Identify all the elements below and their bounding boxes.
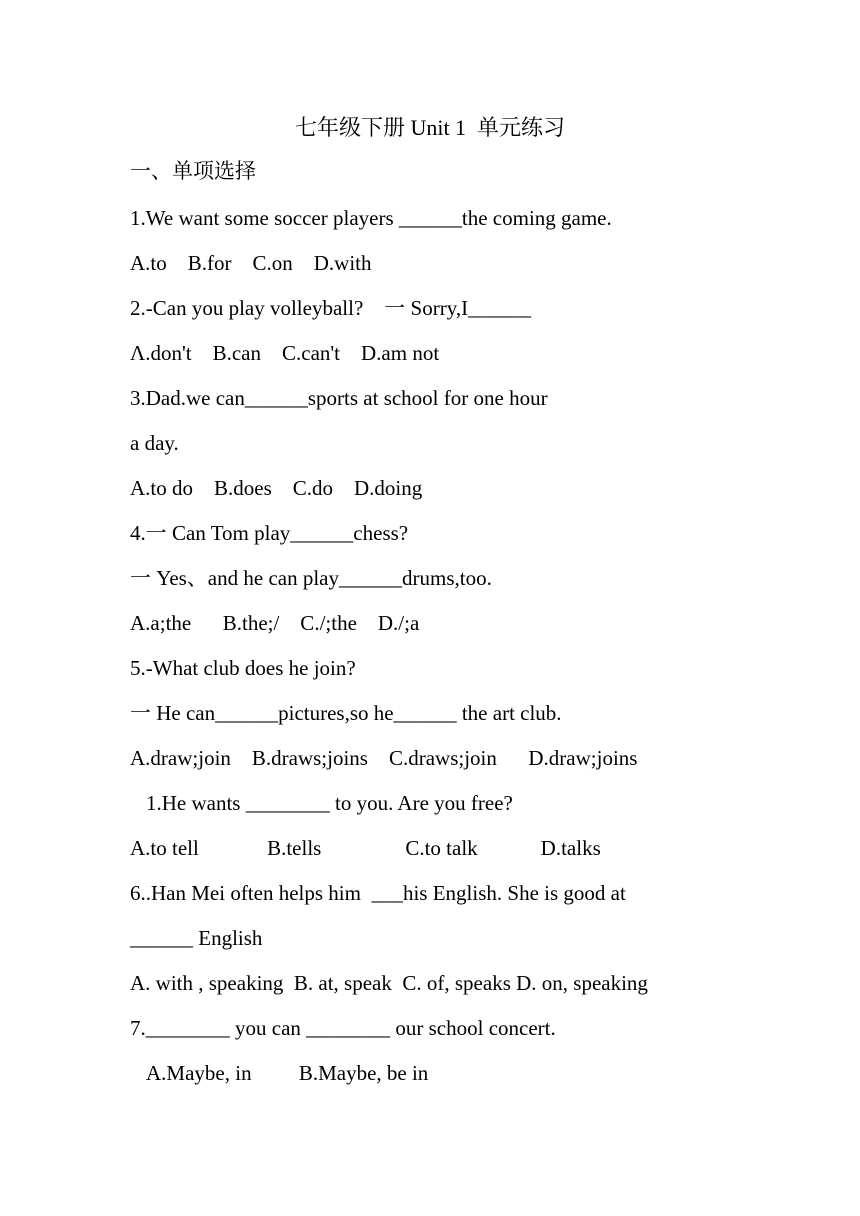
question-2: 2.-Can you play volleyball? 一 Sorry,I______	[130, 296, 532, 320]
question-extra: 1.He wants ________ to you. Are you free?	[146, 791, 513, 815]
question-2-options: Λ.don't B.can C.can't D.am not	[130, 341, 440, 365]
question-5-continued: 一 He can______pictures,so he______ the art club.	[130, 701, 562, 725]
question-extra-options: A.to tell B.tells C.to talk D.talks	[130, 836, 601, 860]
question-3-continued: a day.	[130, 431, 179, 455]
question-3-options: A.to do B.does C.do D.doing	[130, 476, 423, 500]
question-6-options: A. with , speaking B. at, speak C. of, speaks D. on, speaking	[130, 971, 648, 995]
section-heading: 一、单项选择	[130, 159, 256, 183]
document-title: 七年级下册 Unit 1 单元练习	[294, 115, 566, 140]
question-7: 7.________ you can ________ our school concert.	[130, 1016, 556, 1040]
question-3: 3.Dad.we can______sports at school for one hour	[130, 386, 548, 410]
question-1: 1.We want some soccer players ______the coming game.	[130, 206, 612, 230]
question-7-options: A.Maybe, in B.Maybe, be in	[146, 1061, 429, 1085]
question-6: 6..Han Mei often helps him ___his English. She is good at	[130, 881, 626, 905]
question-5: 5.-What club does he join?	[130, 656, 356, 680]
question-5-options: A.draw;join B.draws;joins C.draws;join D.draw;joins	[130, 746, 638, 770]
question-4: 4.一 Can Tom play______chess?	[130, 521, 409, 545]
question-4-options: A.a;the B.the;/ C./;the D./;a	[130, 611, 420, 635]
question-6-continued: ______ English	[130, 926, 263, 950]
question-4-continued: 一 Yes、and he can play______drums,too.	[130, 566, 492, 590]
question-1-options: A.to B.for C.on D.with	[130, 251, 372, 275]
